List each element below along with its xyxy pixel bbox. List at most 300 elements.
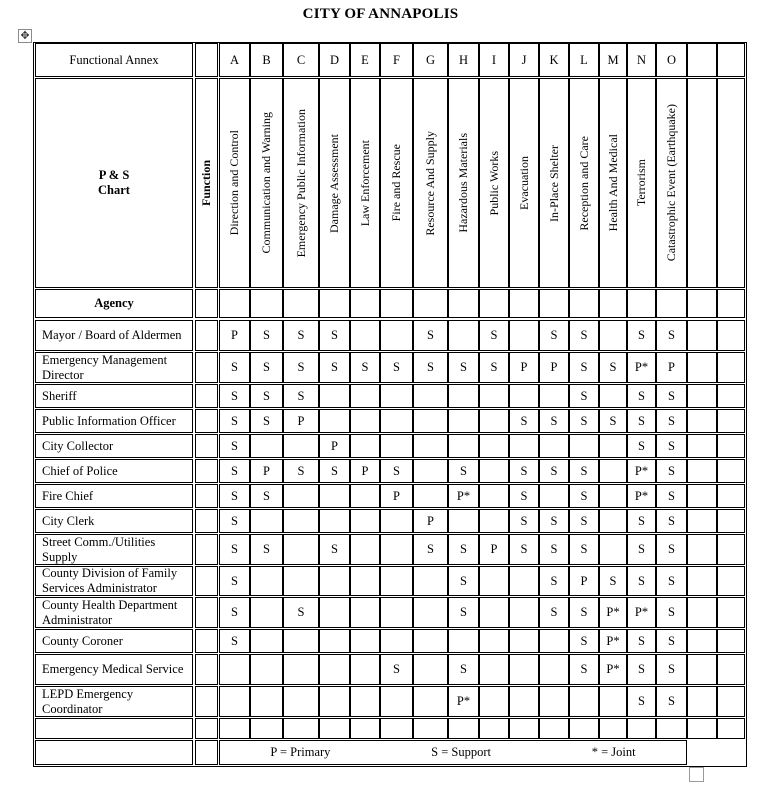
assignment-cell[interactable] — [413, 459, 448, 483]
assignment-cell[interactable] — [250, 718, 283, 739]
assignment-cell[interactable] — [717, 352, 745, 383]
assignment-cell[interactable] — [250, 566, 283, 596]
assignment-cell[interactable]: S — [250, 534, 283, 565]
assignment-cell[interactable]: S — [627, 629, 656, 653]
assignment-cell[interactable]: P* — [599, 654, 627, 685]
legend-row[interactable] — [219, 740, 687, 765]
assignment-cell[interactable] — [509, 654, 539, 685]
assignment-cell[interactable] — [687, 434, 717, 458]
function-blank-cell[interactable] — [195, 320, 218, 351]
assignment-cell[interactable]: P — [539, 352, 569, 383]
agency-name[interactable]: Chief of Police — [35, 459, 193, 483]
assignment-cell[interactable]: S — [656, 384, 687, 408]
assignment-cell[interactable]: P — [479, 534, 509, 565]
assignment-cell[interactable] — [479, 654, 509, 685]
assignment-cell[interactable] — [319, 409, 350, 433]
assignment-cell[interactable]: S — [599, 352, 627, 383]
assignment-cell[interactable]: S — [413, 320, 448, 351]
assignment-cell[interactable]: S — [656, 654, 687, 685]
assignment-cell[interactable]: S — [448, 566, 479, 596]
assignment-cell[interactable] — [687, 534, 717, 565]
assignment-cell[interactable] — [413, 384, 448, 408]
assignment-cell[interactable] — [599, 686, 627, 717]
assignment-cell[interactable] — [687, 409, 717, 433]
blank-cell[interactable] — [380, 289, 413, 318]
assignment-cell[interactable] — [380, 534, 413, 565]
assignment-cell[interactable]: P* — [448, 484, 479, 508]
column-letter[interactable]: D — [319, 43, 350, 77]
assignment-cell[interactable] — [319, 629, 350, 653]
assignment-cell[interactable] — [717, 384, 745, 408]
agency-name[interactable]: County Coroner — [35, 629, 193, 653]
assignment-cell[interactable] — [717, 654, 745, 685]
assignment-cell[interactable]: S — [448, 352, 479, 383]
function-blank-cell[interactable] — [195, 484, 218, 508]
assignment-cell[interactable]: S — [509, 409, 539, 433]
assignment-cell[interactable]: S — [479, 320, 509, 351]
assignment-cell[interactable]: S — [569, 320, 599, 351]
table-resize-handle-icon[interactable] — [689, 767, 704, 782]
function-name-cell[interactable] — [350, 78, 380, 288]
assignment-cell[interactable]: S — [539, 409, 569, 433]
assignment-cell[interactable]: S — [413, 534, 448, 565]
assignment-cell[interactable] — [219, 686, 250, 717]
function-name-cell[interactable] — [569, 78, 599, 288]
assignment-cell[interactable] — [509, 384, 539, 408]
assignment-cell[interactable]: P — [509, 352, 539, 383]
agency-name[interactable]: Emergency Management Director — [35, 352, 193, 383]
assignment-cell[interactable] — [319, 509, 350, 533]
assignment-cell[interactable] — [380, 597, 413, 628]
assignment-cell[interactable]: S — [656, 459, 687, 483]
blank-column-cell[interactable] — [687, 78, 717, 288]
assignment-cell[interactable] — [479, 409, 509, 433]
assignment-cell[interactable] — [380, 409, 413, 433]
function-name-cell[interactable] — [219, 78, 250, 288]
function-blank-cell[interactable] — [195, 459, 218, 483]
assignment-cell[interactable] — [539, 384, 569, 408]
assignment-cell[interactable] — [380, 718, 413, 739]
agency-name[interactable]: Fire Chief — [35, 484, 193, 508]
assignment-cell[interactable] — [687, 566, 717, 596]
agency-name[interactable]: Public Information Officer — [35, 409, 193, 433]
assignment-cell[interactable] — [479, 566, 509, 596]
assignment-cell[interactable]: S — [319, 534, 350, 565]
assignment-cell[interactable] — [283, 509, 319, 533]
assignment-cell[interactable]: S — [656, 409, 687, 433]
assignment-cell[interactable] — [319, 384, 350, 408]
assignment-cell[interactable] — [413, 654, 448, 685]
assignment-cell[interactable] — [569, 718, 599, 739]
assignment-cell[interactable]: S — [283, 597, 319, 628]
assignment-cell[interactable]: S — [250, 484, 283, 508]
assignment-cell[interactable] — [539, 434, 569, 458]
function-blank-cell[interactable] — [195, 384, 218, 408]
assignment-cell[interactable]: S — [656, 686, 687, 717]
assignment-cell[interactable] — [413, 434, 448, 458]
assignment-cell[interactable] — [319, 686, 350, 717]
assignment-cell[interactable] — [509, 597, 539, 628]
assignment-cell[interactable] — [599, 434, 627, 458]
assignment-cell[interactable]: S — [627, 409, 656, 433]
assignment-cell[interactable] — [380, 566, 413, 596]
blank-cell[interactable] — [319, 289, 350, 318]
function-name-cell[interactable] — [599, 78, 627, 288]
assignment-cell[interactable] — [539, 718, 569, 739]
assignment-cell[interactable] — [250, 654, 283, 685]
blank-cell[interactable] — [599, 289, 627, 318]
ps-chart-label[interactable] — [35, 78, 193, 288]
function-name-cell[interactable] — [539, 78, 569, 288]
assignment-cell[interactable]: S — [656, 434, 687, 458]
assignment-cell[interactable] — [413, 597, 448, 628]
agency-name[interactable]: County Division of Family Services Administrator — [35, 566, 193, 596]
assignment-cell[interactable]: P — [569, 566, 599, 596]
agency-name[interactable]: Sheriff — [35, 384, 193, 408]
table-move-handle-icon[interactable]: ✥ — [18, 29, 32, 43]
assignment-cell[interactable] — [717, 718, 745, 739]
assignment-cell[interactable]: S — [569, 484, 599, 508]
assignment-cell[interactable]: S — [250, 409, 283, 433]
assignment-cell[interactable] — [569, 434, 599, 458]
agency-name[interactable]: Emergency Medical Service — [35, 654, 193, 685]
assignment-cell[interactable] — [448, 434, 479, 458]
assignment-cell[interactable] — [479, 629, 509, 653]
assignment-cell[interactable]: S — [509, 509, 539, 533]
assignment-cell[interactable] — [717, 566, 745, 596]
assignment-cell[interactable] — [717, 509, 745, 533]
assignment-cell[interactable]: S — [569, 509, 599, 533]
assignment-cell[interactable] — [283, 629, 319, 653]
assignment-cell[interactable] — [350, 534, 380, 565]
assignment-cell[interactable]: S — [413, 352, 448, 383]
function-blank-cell[interactable] — [195, 352, 218, 383]
assignment-cell[interactable] — [717, 459, 745, 483]
blank-cell[interactable] — [350, 289, 380, 318]
assignment-cell[interactable] — [283, 434, 319, 458]
assignment-cell[interactable] — [350, 629, 380, 653]
function-name-cell[interactable] — [319, 78, 350, 288]
assignment-cell[interactable]: S — [219, 409, 250, 433]
assignment-cell[interactable] — [350, 718, 380, 739]
blank-cell[interactable] — [413, 289, 448, 318]
blank-cell[interactable] — [627, 289, 656, 318]
blank-column-cell[interactable] — [717, 43, 745, 77]
function-blank-cell[interactable] — [195, 434, 218, 458]
agency-name[interactable]: City Collector — [35, 434, 193, 458]
assignment-cell[interactable] — [687, 718, 717, 739]
assignment-cell[interactable] — [599, 718, 627, 739]
assignment-cell[interactable] — [413, 718, 448, 739]
assignment-cell[interactable]: S — [627, 686, 656, 717]
agency-name[interactable]: Street Comm./Utilities Supply — [35, 534, 193, 565]
blank-column-cell[interactable] — [687, 43, 717, 77]
assignment-cell[interactable]: S — [448, 459, 479, 483]
assignment-cell[interactable] — [350, 566, 380, 596]
assignment-cell[interactable] — [413, 484, 448, 508]
assignment-cell[interactable]: P — [380, 484, 413, 508]
function-name-cell[interactable] — [509, 78, 539, 288]
assignment-cell[interactable] — [687, 484, 717, 508]
assignment-cell[interactable] — [350, 484, 380, 508]
function-blank-cell[interactable] — [195, 686, 218, 717]
column-letter[interactable]: A — [219, 43, 250, 77]
assignment-cell[interactable] — [599, 509, 627, 533]
assignment-cell[interactable]: S — [219, 629, 250, 653]
assignment-cell[interactable] — [350, 686, 380, 717]
assignment-cell[interactable] — [656, 718, 687, 739]
function-name-cell[interactable] — [448, 78, 479, 288]
assignment-cell[interactable]: S — [539, 459, 569, 483]
assignment-cell[interactable]: S — [539, 509, 569, 533]
assignment-cell[interactable] — [687, 629, 717, 653]
assignment-cell[interactable] — [380, 384, 413, 408]
assignment-cell[interactable]: S — [509, 534, 539, 565]
assignment-cell[interactable] — [509, 434, 539, 458]
assignment-cell[interactable] — [319, 718, 350, 739]
assignment-cell[interactable]: S — [219, 352, 250, 383]
assignment-cell[interactable]: S — [219, 566, 250, 596]
function-header[interactable] — [195, 78, 218, 288]
blank-cell[interactable] — [219, 289, 250, 318]
assignment-cell[interactable] — [448, 409, 479, 433]
assignment-cell[interactable] — [687, 597, 717, 628]
assignment-cell[interactable]: S — [283, 384, 319, 408]
assignment-cell[interactable] — [448, 629, 479, 653]
function-name-cell[interactable] — [627, 78, 656, 288]
assignment-cell[interactable]: S — [319, 352, 350, 383]
assignment-cell[interactable]: S — [250, 320, 283, 351]
assignment-cell[interactable] — [479, 484, 509, 508]
assignment-cell[interactable] — [717, 534, 745, 565]
assignment-cell[interactable]: S — [219, 434, 250, 458]
assignment-cell[interactable]: S — [627, 384, 656, 408]
blank-cell[interactable] — [539, 289, 569, 318]
function-blank-cell[interactable] — [195, 597, 218, 628]
assignment-cell[interactable]: S — [569, 629, 599, 653]
assignment-cell[interactable] — [539, 629, 569, 653]
assignment-cell[interactable] — [599, 320, 627, 351]
function-name-cell[interactable] — [656, 78, 687, 288]
assignment-cell[interactable]: S — [627, 434, 656, 458]
blank-column-cell[interactable] — [717, 78, 745, 288]
assignment-cell[interactable]: S — [569, 654, 599, 685]
blank-cell[interactable] — [448, 289, 479, 318]
assignment-cell[interactable]: S — [539, 597, 569, 628]
assignment-cell[interactable]: S — [627, 566, 656, 596]
functional-annex-label[interactable]: Functional Annex — [35, 43, 193, 77]
assignment-cell[interactable]: S — [569, 597, 599, 628]
assignment-cell[interactable]: S — [627, 509, 656, 533]
assignment-cell[interactable] — [509, 566, 539, 596]
assignment-cell[interactable]: S — [627, 320, 656, 351]
assignment-cell[interactable] — [350, 409, 380, 433]
assignment-cell[interactable]: S — [219, 534, 250, 565]
column-letter[interactable]: I — [479, 43, 509, 77]
assignment-cell[interactable] — [717, 597, 745, 628]
assignment-cell[interactable]: S — [509, 459, 539, 483]
assignment-cell[interactable]: S — [656, 534, 687, 565]
assignment-cell[interactable]: S — [599, 566, 627, 596]
assignment-cell[interactable] — [687, 384, 717, 408]
legend-blank-cell[interactable] — [35, 740, 193, 765]
function-name-cell[interactable] — [380, 78, 413, 288]
header-blank-cell[interactable] — [195, 43, 218, 77]
assignment-cell[interactable] — [319, 597, 350, 628]
legend-blank-cell[interactable] — [195, 740, 218, 765]
assignment-cell[interactable] — [319, 484, 350, 508]
assignment-cell[interactable]: S — [569, 534, 599, 565]
assignment-cell[interactable] — [413, 409, 448, 433]
assignment-cell[interactable] — [250, 509, 283, 533]
assignment-cell[interactable] — [283, 718, 319, 739]
assignment-cell[interactable]: S — [569, 459, 599, 483]
assignment-cell[interactable] — [283, 566, 319, 596]
function-name-cell[interactable] — [250, 78, 283, 288]
blank-cell[interactable] — [479, 289, 509, 318]
agency-name[interactable] — [35, 718, 193, 739]
assignment-cell[interactable]: S — [599, 409, 627, 433]
assignment-cell[interactable]: P* — [627, 459, 656, 483]
function-blank-cell[interactable] — [195, 629, 218, 653]
assignment-cell[interactable]: P — [413, 509, 448, 533]
assignment-cell[interactable] — [380, 320, 413, 351]
assignment-cell[interactable] — [479, 509, 509, 533]
assignment-cell[interactable]: P* — [627, 352, 656, 383]
assignment-cell[interactable] — [448, 718, 479, 739]
assignment-cell[interactable]: S — [656, 320, 687, 351]
blank-cell[interactable] — [656, 289, 687, 318]
function-blank-cell[interactable] — [195, 534, 218, 565]
assignment-cell[interactable]: S — [219, 597, 250, 628]
assignment-cell[interactable] — [250, 597, 283, 628]
assignment-cell[interactable] — [479, 434, 509, 458]
function-blank-cell[interactable] — [195, 409, 218, 433]
assignment-cell[interactable]: S — [627, 534, 656, 565]
assignment-cell[interactable] — [569, 686, 599, 717]
assignment-cell[interactable] — [319, 566, 350, 596]
assignment-cell[interactable]: S — [656, 597, 687, 628]
assignment-cell[interactable] — [479, 597, 509, 628]
assignment-cell[interactable]: S — [539, 534, 569, 565]
assignment-cell[interactable] — [717, 484, 745, 508]
assignment-cell[interactable]: S — [448, 654, 479, 685]
assignment-cell[interactable]: P — [250, 459, 283, 483]
assignment-cell[interactable]: P — [350, 459, 380, 483]
blank-cell[interactable] — [250, 289, 283, 318]
column-letter[interactable]: F — [380, 43, 413, 77]
assignment-cell[interactable] — [350, 320, 380, 351]
assignment-cell[interactable] — [687, 686, 717, 717]
assignment-cell[interactable] — [448, 320, 479, 351]
assignment-cell[interactable] — [717, 434, 745, 458]
assignment-cell[interactable]: S — [509, 484, 539, 508]
assignment-cell[interactable] — [219, 718, 250, 739]
assignment-cell[interactable]: S — [627, 654, 656, 685]
assignment-cell[interactable] — [717, 409, 745, 433]
function-name-cell[interactable] — [413, 78, 448, 288]
assignment-cell[interactable] — [627, 718, 656, 739]
assignment-cell[interactable]: S — [656, 629, 687, 653]
assignment-cell[interactable] — [717, 629, 745, 653]
assignment-cell[interactable] — [448, 384, 479, 408]
assignment-cell[interactable]: S — [283, 459, 319, 483]
blank-cell[interactable] — [569, 289, 599, 318]
blank-cell[interactable] — [687, 289, 717, 318]
assignment-cell[interactable] — [479, 718, 509, 739]
assignment-cell[interactable]: S — [448, 597, 479, 628]
assignment-cell[interactable] — [717, 320, 745, 351]
assignment-cell[interactable]: S — [380, 352, 413, 383]
assignment-cell[interactable] — [509, 320, 539, 351]
assignment-cell[interactable] — [350, 434, 380, 458]
column-letter[interactable]: N — [627, 43, 656, 77]
assignment-cell[interactable] — [599, 484, 627, 508]
assignment-cell[interactable] — [599, 459, 627, 483]
assignment-cell[interactable] — [350, 654, 380, 685]
column-letter[interactable]: L — [569, 43, 599, 77]
assignment-cell[interactable] — [413, 566, 448, 596]
assignment-cell[interactable]: S — [569, 384, 599, 408]
assignment-cell[interactable] — [687, 654, 717, 685]
assignment-cell[interactable]: S — [219, 484, 250, 508]
assignment-cell[interactable]: P* — [599, 629, 627, 653]
function-name-cell[interactable] — [479, 78, 509, 288]
function-blank-cell[interactable] — [195, 509, 218, 533]
assignment-cell[interactable] — [479, 384, 509, 408]
agency-header[interactable]: Agency — [35, 289, 193, 318]
assignment-cell[interactable] — [350, 597, 380, 628]
assignment-cell[interactable] — [380, 434, 413, 458]
assignment-cell[interactable] — [509, 718, 539, 739]
assignment-cell[interactable] — [539, 484, 569, 508]
assignment-cell[interactable] — [539, 654, 569, 685]
agency-name[interactable]: City Clerk — [35, 509, 193, 533]
assignment-cell[interactable] — [687, 509, 717, 533]
blank-cell[interactable] — [509, 289, 539, 318]
assignment-cell[interactable]: P* — [627, 484, 656, 508]
assignment-cell[interactable]: P* — [627, 597, 656, 628]
assignment-cell[interactable] — [599, 384, 627, 408]
column-letter[interactable]: O — [656, 43, 687, 77]
assignment-cell[interactable] — [283, 534, 319, 565]
column-letter[interactable]: B — [250, 43, 283, 77]
function-blank-cell[interactable] — [195, 654, 218, 685]
column-letter[interactable]: C — [283, 43, 319, 77]
assignment-cell[interactable]: S — [283, 352, 319, 383]
assignment-cell[interactable] — [380, 509, 413, 533]
column-letter[interactable]: M — [599, 43, 627, 77]
assignment-cell[interactable] — [319, 654, 350, 685]
assignment-cell[interactable]: P — [319, 434, 350, 458]
assignment-cell[interactable]: S — [448, 534, 479, 565]
assignment-cell[interactable]: S — [219, 384, 250, 408]
assignment-cell[interactable]: S — [250, 352, 283, 383]
assignment-cell[interactable]: P — [219, 320, 250, 351]
assignment-cell[interactable] — [250, 686, 283, 717]
assignment-cell[interactable]: S — [319, 459, 350, 483]
assignment-cell[interactable] — [350, 384, 380, 408]
assignment-cell[interactable] — [448, 509, 479, 533]
assignment-cell[interactable]: S — [283, 320, 319, 351]
assignment-cell[interactable]: S — [319, 320, 350, 351]
column-letter[interactable]: J — [509, 43, 539, 77]
assignment-cell[interactable]: S — [380, 654, 413, 685]
agency-name[interactable]: Mayor / Board of Aldermen — [35, 320, 193, 351]
assignment-cell[interactable]: S — [380, 459, 413, 483]
assignment-cell[interactable] — [380, 629, 413, 653]
assignment-cell[interactable]: S — [656, 484, 687, 508]
